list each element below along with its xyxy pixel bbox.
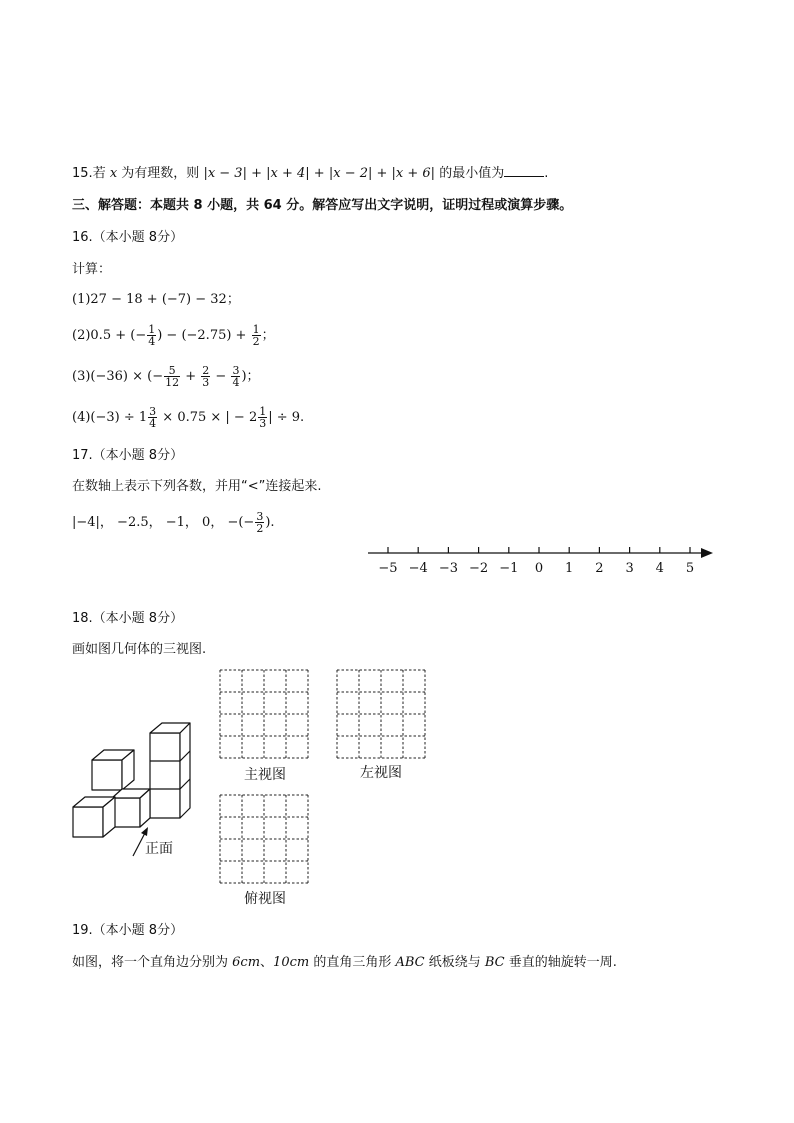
fraction: $\frac{3}{2}$: [256, 510, 264, 535]
question-17-numbers: |−4|， −2.5， −1， 0， −(− $\frac{3}{2}$ ).: [72, 510, 275, 535]
front-view-label: 主视图: [244, 767, 286, 783]
front-label: 正面: [145, 841, 173, 857]
number-line-tick-label: 3: [625, 561, 634, 576]
question-16-part-3: (3)(−36) × (− $\frac{5}{12}$ + $\frac{2}{3}$ − $\frac{3}{4}$ )；: [72, 364, 260, 389]
question-18-header: 18.（本小题 8分）: [72, 611, 184, 626]
number-line-tick-label: −5: [378, 561, 398, 576]
question-16-header: 16.（本小题 8分）: [72, 230, 184, 245]
number-line-tick-label: −3: [438, 561, 458, 576]
fraction: $\frac{3}{4}$: [232, 364, 240, 389]
number-line-tick-label: 0: [534, 561, 544, 576]
top-view-label: 俯视图: [244, 891, 286, 907]
question-17-header: 17.（本小题 8分）: [72, 448, 184, 463]
fraction: $\frac{1}{3}$: [259, 405, 267, 430]
fraction: $\frac{3}{4}$: [149, 405, 157, 430]
question-15: 15.若 x 为有理数，则 |x − 3| + |x + 4| + |x − 2| + |x + 6| 的最小值为 .: [72, 166, 549, 181]
left-view-grid[interactable]: [336, 669, 428, 761]
arrow-icon: [141, 827, 148, 836]
fraction: $\frac{5}{12}$: [165, 364, 180, 389]
question-19-text: 如图，将一个直角边分别为 6cm、10cm 的直角三角形 ABC 纸板绕与 BC 垂直的轴旋转一周.: [72, 955, 617, 970]
question-16-instruction: 计算：: [72, 262, 112, 277]
question-18-instruction: 画如图几何体的三视图.: [72, 642, 207, 657]
number-line-tick-label: 2: [595, 561, 604, 576]
front-view-grid[interactable]: [219, 669, 311, 761]
question-16-part-1: (1)27 − 18 + (−7) − 32；: [72, 292, 240, 307]
number-line-tick-label: −2: [469, 561, 489, 576]
fraction: $\frac{1}{2}$: [252, 323, 260, 348]
question-19-header: 19.（本小题 8分）: [72, 923, 184, 938]
number-line-tick-label: −4: [408, 561, 428, 576]
section-heading: 三、解答题：本题共 8 小题，共 64 分。解答应写出文字说明，证明过程或演算步骤。: [72, 198, 573, 213]
number-line-tick-label: 1: [565, 561, 574, 576]
left-view-label: 左视图: [360, 765, 402, 781]
number-line-tick-label: 5: [685, 561, 695, 576]
number-line-tick-label: 4: [655, 561, 664, 576]
number-line: [362, 541, 722, 581]
top-view-grid[interactable]: [219, 794, 311, 886]
answer-blank[interactable]: [504, 164, 544, 177]
question-16-part-2: (2)0.5 + (− $\frac{1}{4}$ ) − (−2.75) + $\frac{1}{2}$ ；: [72, 323, 275, 348]
question-16-part-4: (4)(−3) ÷ 1 $\frac{3}{4}$ × 0.75 × | − 2 $\frac{1}{3}$ | ÷ 9.: [72, 405, 305, 430]
fraction: $\frac{1}{4}$: [148, 323, 156, 348]
number-line-tick-label: −1: [499, 561, 519, 576]
fraction: $\frac{2}{3}$: [202, 364, 210, 389]
question-17-instruction: 在数轴上表示下列各数，并用“<”连接起来.: [72, 479, 322, 494]
solid-figure: [70, 715, 200, 865]
number-line-arrow-icon: [701, 548, 713, 558]
